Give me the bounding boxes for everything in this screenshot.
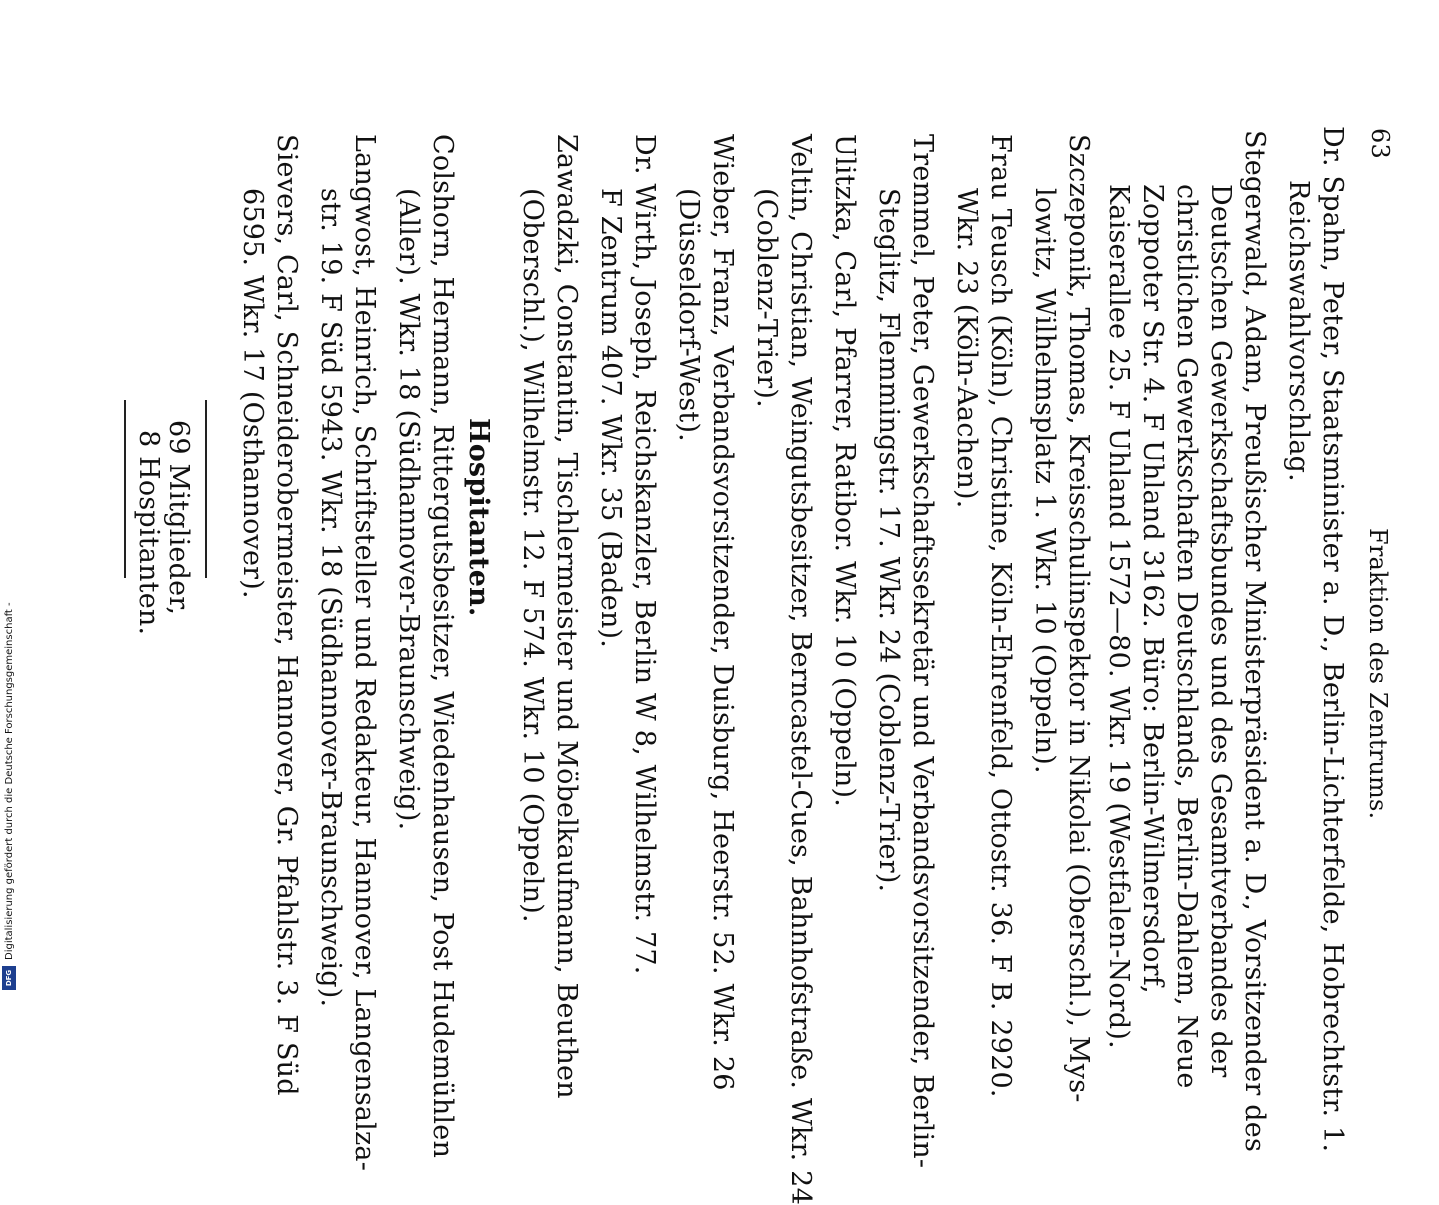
- page-number: 63: [1366, 128, 1394, 159]
- entry-line: (Coblenz-Trier).: [751, 188, 782, 408]
- entry-line: christlichen Gewerkschaften Deutschlands, Berlin-Dahlem, Neue: [1171, 184, 1202, 1089]
- entry-line: (Oberschl.), Wilhelmstr. 12. F 574. Wkr. 10 (Oppeln).: [517, 188, 548, 923]
- entry-line: Zawadzki, Constantin, Tischlermeister und Möbelkaufmann, Beuthen: [551, 134, 582, 1099]
- entry-line: Kaiserallee 25. F Uhland 1572—80. Wkr. 19 (Westfalen-Nord).: [1103, 184, 1134, 1049]
- entry-line: Wkr. 23 (Köln-Aachen).: [951, 188, 982, 509]
- entry-line: Langwost, Heinrich, Schriftsteller und Redakteur, Hannover, Langensalza-: [349, 134, 380, 1172]
- entry-line: Steglitz, Flemmingstr. 17. Wkr. 24 (Coblenz-Trier).: [873, 188, 904, 893]
- entry-line: str. 19. F Süd 5943. Wkr. 18 (Südhannover-Braunschweig).: [315, 188, 346, 1008]
- entry-line: Veltin, Christian, Weingutsbesitzer, Berncastel-Cues, Bahnhofstraße. Wkr. 24: [785, 134, 816, 1205]
- entry-line: Ulitzka, Carl, Pfarrer, Ratibor. Wkr. 10 (Oppeln).: [829, 134, 860, 808]
- entry-line: Colshorn, Hermann, Rittergutsbesitzer, Wiedenhausen, Post Hudemühlen: [427, 134, 458, 1159]
- entry-line: Deutschen Gewerkschaftsbundes und des Gesamtverbandes der: [1205, 184, 1236, 1078]
- dfg-logo: [2, 966, 16, 990]
- digitization-credit: [0, 0, 22, 1000]
- entry-line: (Aller). Wkr. 18 (Südhannover-Braunschweig).: [393, 188, 424, 831]
- running-title: Fraktion des Zentrums.: [1364, 528, 1392, 820]
- section-heading: Hospitanten.: [463, 418, 494, 617]
- entry-line: Sievers, Carl, Schneiderobermeister, Hannover, Gr. Pfahlstr. 3. F Süd: [271, 134, 302, 1096]
- entry-line: Reichswahlvorschlag.: [1283, 180, 1314, 482]
- entry-line: Dr. Spahn, Peter, Staatsminister a. D., Berlin-Lichterfelde, Hobrechtstr. 1.: [1317, 126, 1348, 1153]
- guests-total: 8 Hospitanten.: [133, 430, 164, 636]
- entry-line: Zoppoter Str. 4. F Uhland 3162. Büro: Berlin-Wilmersdorf,: [1137, 184, 1168, 994]
- entry-line: Frau Teusch (Köln), Christine, Köln-Ehrenfeld, Ottostr. 36. F B. 2920.: [985, 134, 1016, 1098]
- entry-line: (Düsseldorf-West).: [673, 188, 704, 442]
- divider-rule: [124, 400, 126, 578]
- entry-line: F Zentrum 407. Wkr. 35 (Baden).: [595, 188, 626, 649]
- dfg-logo-text: DFG: [5, 969, 13, 987]
- credit-text: Digitalisierung gefördert durch die Deutsche Forschungsgemeinschaft -: [4, 602, 15, 960]
- entry-line: Tremmel, Peter, Gewerkschaftssekretär und Verbandsvorsitzender, Berlin-: [907, 134, 938, 1169]
- entry-line: Wieber, Franz, Verbandsvorsitzender, Duisburg, Heerstr. 52. Wkr. 26: [707, 134, 738, 1091]
- divider-rule: [205, 400, 207, 578]
- entry-line: Szczeponik, Thomas, Kreisschulinspektor in Nikolai (Oberschl.), Mys-: [1063, 134, 1094, 1103]
- entry-line: 6595. Wkr. 17 (Osthannover).: [237, 188, 268, 599]
- entry-line: Stegerwald, Adam, Preußischer Ministerpräsident a. D., Vorsitzender des: [1239, 130, 1270, 1153]
- entry-line: Dr. Wirth, Joseph, Reichskanzler, Berlin W 8, Wilhelmstr. 77.: [629, 134, 660, 975]
- members-total: 69 Mitglieder,: [163, 420, 194, 616]
- entry-line: lowitz, Wilhelmsplatz 1. Wkr. 10 (Oppeln).: [1029, 188, 1060, 774]
